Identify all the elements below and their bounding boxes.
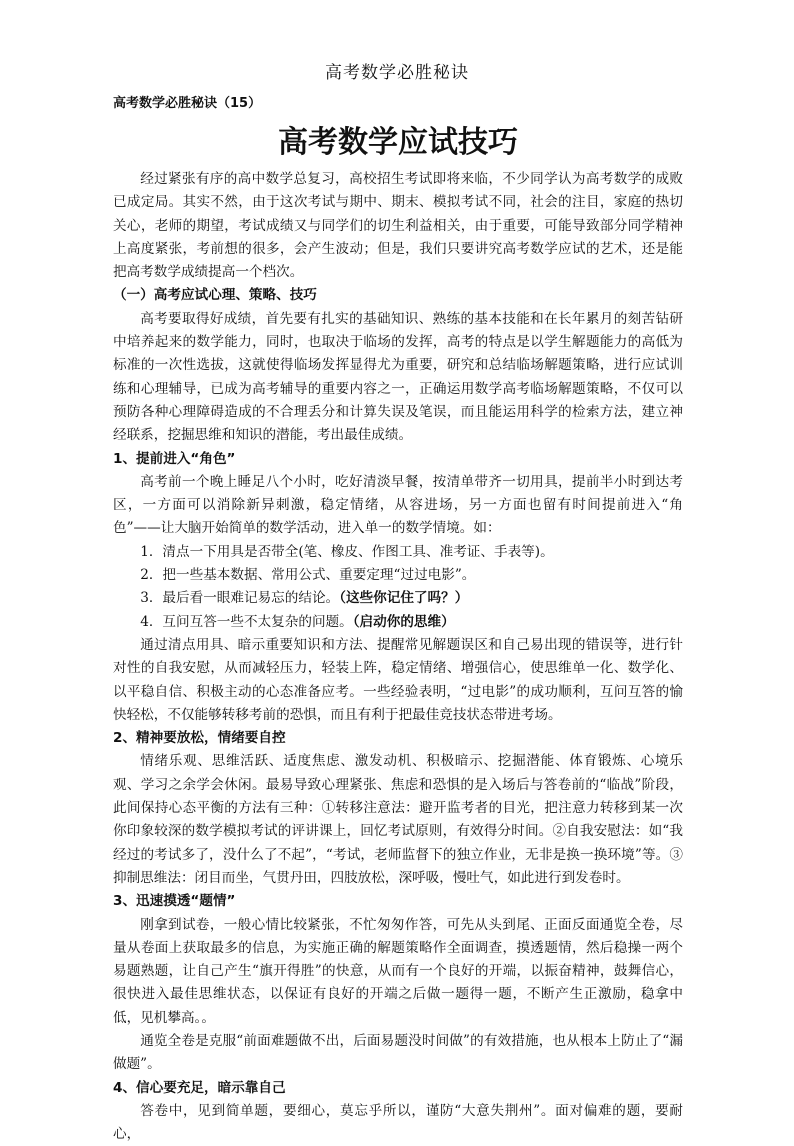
list-item-emphasis: （这些你记住了吗？） bbox=[339, 590, 469, 607]
series-label: 高考数学必胜秘诀（15） bbox=[113, 96, 262, 111]
part4-heading: 4、信心要充足，暗示靠自己 bbox=[113, 1079, 286, 1096]
running-header: 高考数学必胜秘诀 bbox=[325, 63, 469, 83]
part3-heading: 3、迅速摸透“题情” bbox=[113, 893, 236, 910]
list-item-text: 3．最后看一眼难记易忘的结论。 bbox=[140, 590, 340, 607]
part4-paragraph: 答卷中，见到简单题，要细心，莫忘乎所以，谨防“大意失荆州”。面对偏难的题，要耐心， bbox=[113, 1102, 683, 1143]
list-item-emphasis: （启动你的思维） bbox=[352, 613, 455, 630]
section-paragraph: 高考要取得好成绩，首先要有扎实的基础知识、熟练的基本技能和在长年累月的刻苦钻研中培养起来的数学能力，同时，也取决于临场的发挥，高考的特点是以学生解题能力的高低为标准的一次性选拔，这就使得临场发挥显得尤为重要，研究和总结临场解题策略，进行应试训练和心理辅导，已成为高考辅导的重要内容之一，正确运用数学高考临场解题策略，不仅可以预防各种心理障碍造成的不合理丢分和计算失误及笔误，而且能运用科学的检索方法，建立神经联系，挖掘思维和知识的潜能，考出最佳成绩。 bbox=[113, 310, 683, 444]
section-heading: （一）高考应试心理、策略、技巧 bbox=[113, 287, 317, 304]
part2-paragraph: 情绪乐观、思维活跃、适度焦虑、激发动机、积极暗示、挖掘潜能、体育锻炼、心境乐观、学习之余学会休闲。最易导致心理紧张、焦虑和恐惧的是入场后与答卷前的“临战”阶段，此间保持心态平衡的方法有三种：①转移注意法：避开监考者的目光，把注意力转移到某一次你印象较深的数学模拟考试的评讲课上，回忆考试原则，有效得分时间。②自我安慰法：如“我经过的考试多了，没什么了不起”，“考试，老师监督下的独立作业，无非是换一换环境”等。③抑制思维法：闭目而坐，气贯丹田，四肢放松，深呼吸，慢吐气，如此进行到发卷时。 bbox=[113, 753, 683, 886]
list-item-text: 4．互问互答一些不太复杂的问题。 bbox=[140, 613, 353, 630]
part1-paragraph: 高考前一个晚上睡足八个小时，吃好清淡早餐，按清单带齐一切用具，提前半小时到达考区，一方面可以消除新异刺激，稳定情绪，从容进场，另一方面也留有时间提前进入“角色”——让大脑开始简单的数学活动，进入单一的数学情境。如： bbox=[113, 473, 683, 537]
list-item bbox=[113, 541, 683, 564]
list-item bbox=[113, 587, 683, 610]
intro-paragraph: 经过紧张有序的高中数学总复习，高校招生考试即将来临，不少同学认为高考数学的成败已成定局。其实不然，由于这次考试与期中、期末、模拟考试不同，社会的注目，家庭的热切关心，老师的期望，考试成绩又与同学们的切生利益相关，由于重要，可能导致部分同学精神上高度紧张，考前想的很多，会产生波动；但是，我们只要讲究高考数学应试的艺术，还是能把高考数学成绩提高一个档次。 bbox=[113, 171, 683, 281]
list-item bbox=[113, 564, 683, 587]
list-item-text: 1．清点一下用具是否带全(笔、橡皮、作图工具、准考证、手表等)。 bbox=[140, 543, 554, 560]
document-body bbox=[113, 94, 683, 1146]
list-item bbox=[113, 611, 683, 634]
part3-paragraph: 刚拿到试卷，一般心情比较紧张，不忙匆匆作答，可先从头到尾、正面反面通览全卷，尽量从卷面上获取最多的信息，为实施正确的解题策略作全面调查，摸透题情，然后稳操一两个易题熟题，让自己产生“旗开得胜”的快意，从而有一个良好的开端，以振奋精神，鼓舞信心，很快进入最佳思维状态，以保证有良好的开端之后做一题得一题，不断产生正激励，稳拿中低，见机攀高。。 bbox=[113, 916, 683, 1026]
part1-heading: 1、提前进入“角色” bbox=[113, 450, 236, 467]
list-item-text: 2．把一些基本数据、常用公式、重要定理“过过电影”。 bbox=[140, 567, 476, 584]
part2-heading: 2、精神要放松，情绪要自控 bbox=[113, 730, 286, 747]
part1-paragraph-2: 通过清点用具、暗示重要知识和方法、提醒常见解题误区和自己易出现的错误等，进行针对性的自我安慰，从而减轻压力，轻装上阵，稳定情绪、增强信心，使思维单一化、数学化、以平稳自信、积极主动的心态准备应考。一些经验表明，“过电影”的成功顺利，互问互答的愉快轻松，不仅能够转移考前的恐惧，而且有利于把最佳竞技状态带进考场。 bbox=[113, 636, 683, 723]
part3-paragraph-2: 通览全卷是克服“前面难题做不出，后面易题没时间做”的有效措施，也从根本上防止了“漏做题”。 bbox=[113, 1032, 683, 1073]
document-title: 高考数学应试技巧 bbox=[278, 125, 518, 160]
